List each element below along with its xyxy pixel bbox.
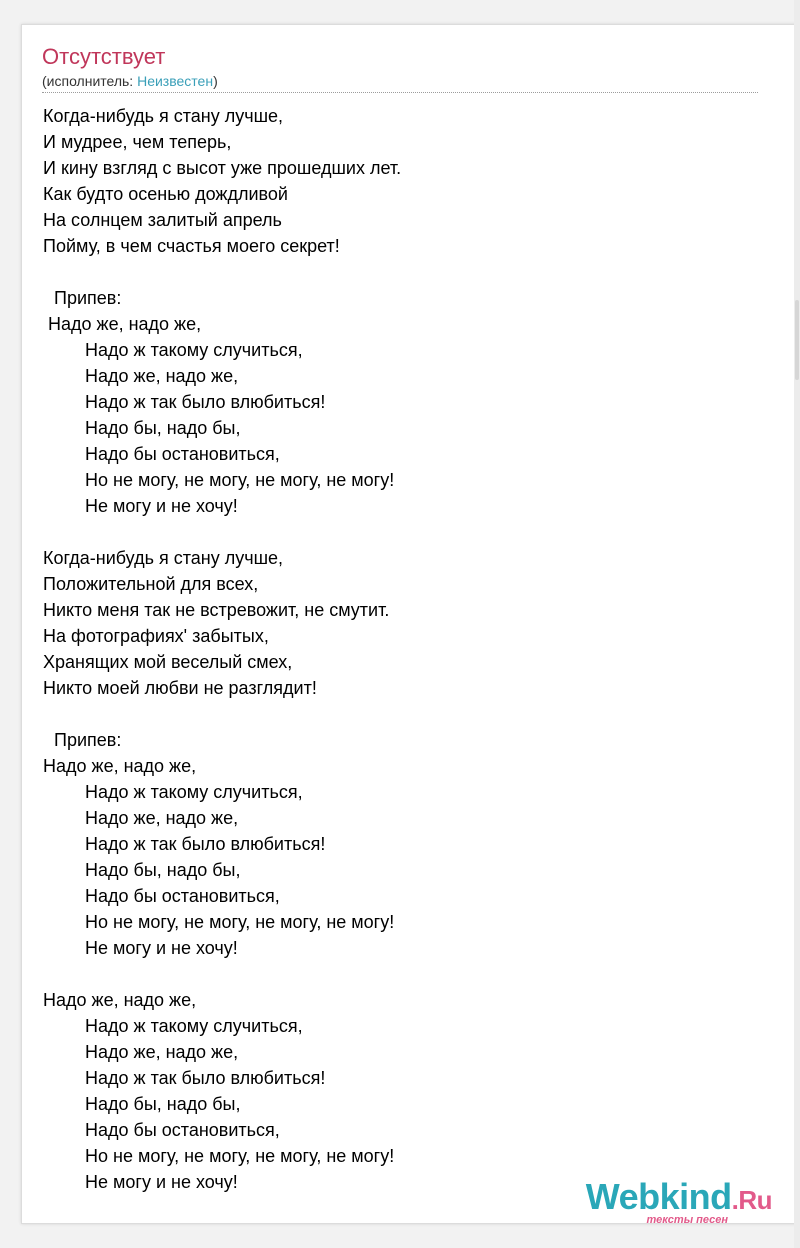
artist-link[interactable]: Неизвестен bbox=[137, 73, 214, 89]
scrollbar[interactable] bbox=[794, 0, 800, 1248]
lyric-line: Но не могу, не могу, не могу, не могу! bbox=[85, 912, 395, 932]
logo-tagline: тексты песен bbox=[646, 1214, 728, 1226]
logo-wordmark bbox=[585, 1176, 772, 1218]
title-divider bbox=[42, 92, 758, 93]
lyric-line: Положительной для всех, bbox=[43, 574, 259, 594]
lyric-line: Надо же, надо же, bbox=[85, 1042, 239, 1062]
lyric-line: Хранящих мой веселый смех, bbox=[43, 652, 293, 672]
lyric-line: Надо бы, надо бы, bbox=[85, 418, 241, 438]
lyric-line: Надо ж так было влюбиться! bbox=[85, 834, 326, 854]
lyric-line: Припев: bbox=[54, 288, 122, 308]
lyric-line: Надо ж так было влюбиться! bbox=[85, 1068, 326, 1088]
lyric-line: Надо ж такому случиться, bbox=[85, 340, 303, 360]
logo-tld: .Ru bbox=[731, 1185, 772, 1215]
song-meta bbox=[42, 72, 218, 90]
lyric-line: Но не могу, не могу, не могу, не могу! bbox=[85, 470, 395, 490]
lyric-line: На фотографиях' забытых, bbox=[43, 626, 269, 646]
lyric-line: Когда-нибудь я стану лучше, bbox=[43, 106, 284, 126]
lyric-line: Как будто осенью дождливой bbox=[43, 184, 288, 204]
site-logo[interactable] bbox=[585, 1176, 772, 1226]
lyric-line: Надо же, надо же, bbox=[43, 990, 197, 1010]
meta-prefix: (исполнитель: bbox=[42, 73, 138, 89]
lyric-line: Пойму, в чем счастья моего секрет! bbox=[43, 236, 340, 256]
lyric-blank-line bbox=[43, 519, 401, 545]
lyric-line: Надо ж так было влюбиться! bbox=[85, 392, 326, 412]
lyric-line: И кину взгляд с высот уже прошедших лет. bbox=[43, 158, 402, 178]
lyric-line: Припев: bbox=[54, 730, 122, 750]
lyric-line: Надо бы остановиться, bbox=[85, 886, 280, 906]
lyric-line: Надо бы остановиться, bbox=[85, 1120, 280, 1140]
lyric-line: Но не могу, не могу, не могу, не могу! bbox=[85, 1146, 395, 1166]
lyric-line: Надо же, надо же, bbox=[85, 366, 239, 386]
lyric-blank-line bbox=[43, 259, 401, 285]
logo-name: Webkind bbox=[585, 1176, 732, 1217]
lyric-line: Надо бы, надо бы, bbox=[85, 1094, 241, 1114]
lyric-line: Надо же, надо же, bbox=[48, 314, 202, 334]
lyric-blank-line bbox=[43, 961, 401, 987]
lyric-line: Не могу и не хочу! bbox=[85, 938, 238, 958]
lyric-line: Надо бы, надо бы, bbox=[85, 860, 241, 880]
lyric-line: Надо же, надо же, bbox=[85, 808, 239, 828]
lyric-line: На солнцем залитый апрель bbox=[43, 210, 282, 230]
lyric-line: И мудрее, чем теперь, bbox=[43, 132, 232, 152]
lyrics-text bbox=[43, 103, 401, 1195]
lyric-line: Никто меня так не встревожит, не смутит. bbox=[43, 600, 390, 620]
lyric-line: Не могу и не хочу! bbox=[85, 1172, 238, 1192]
lyric-line: Надо бы остановиться, bbox=[85, 444, 280, 464]
lyric-blank-line bbox=[43, 701, 401, 727]
song-title: Отсутствует bbox=[42, 44, 166, 69]
lyric-line: Не могу и не хочу! bbox=[85, 496, 238, 516]
lyric-line: Никто моей любви не разглядит! bbox=[43, 678, 317, 698]
lyric-line: Когда-нибудь я стану лучше, bbox=[43, 548, 284, 568]
scrollbar-thumb[interactable] bbox=[795, 300, 799, 380]
lyric-line: Надо ж такому случиться, bbox=[85, 1016, 303, 1036]
lyric-line: Надо ж такому случиться, bbox=[85, 782, 303, 802]
lyric-line: Надо же, надо же, bbox=[43, 756, 197, 776]
meta-suffix: ) bbox=[213, 73, 218, 89]
